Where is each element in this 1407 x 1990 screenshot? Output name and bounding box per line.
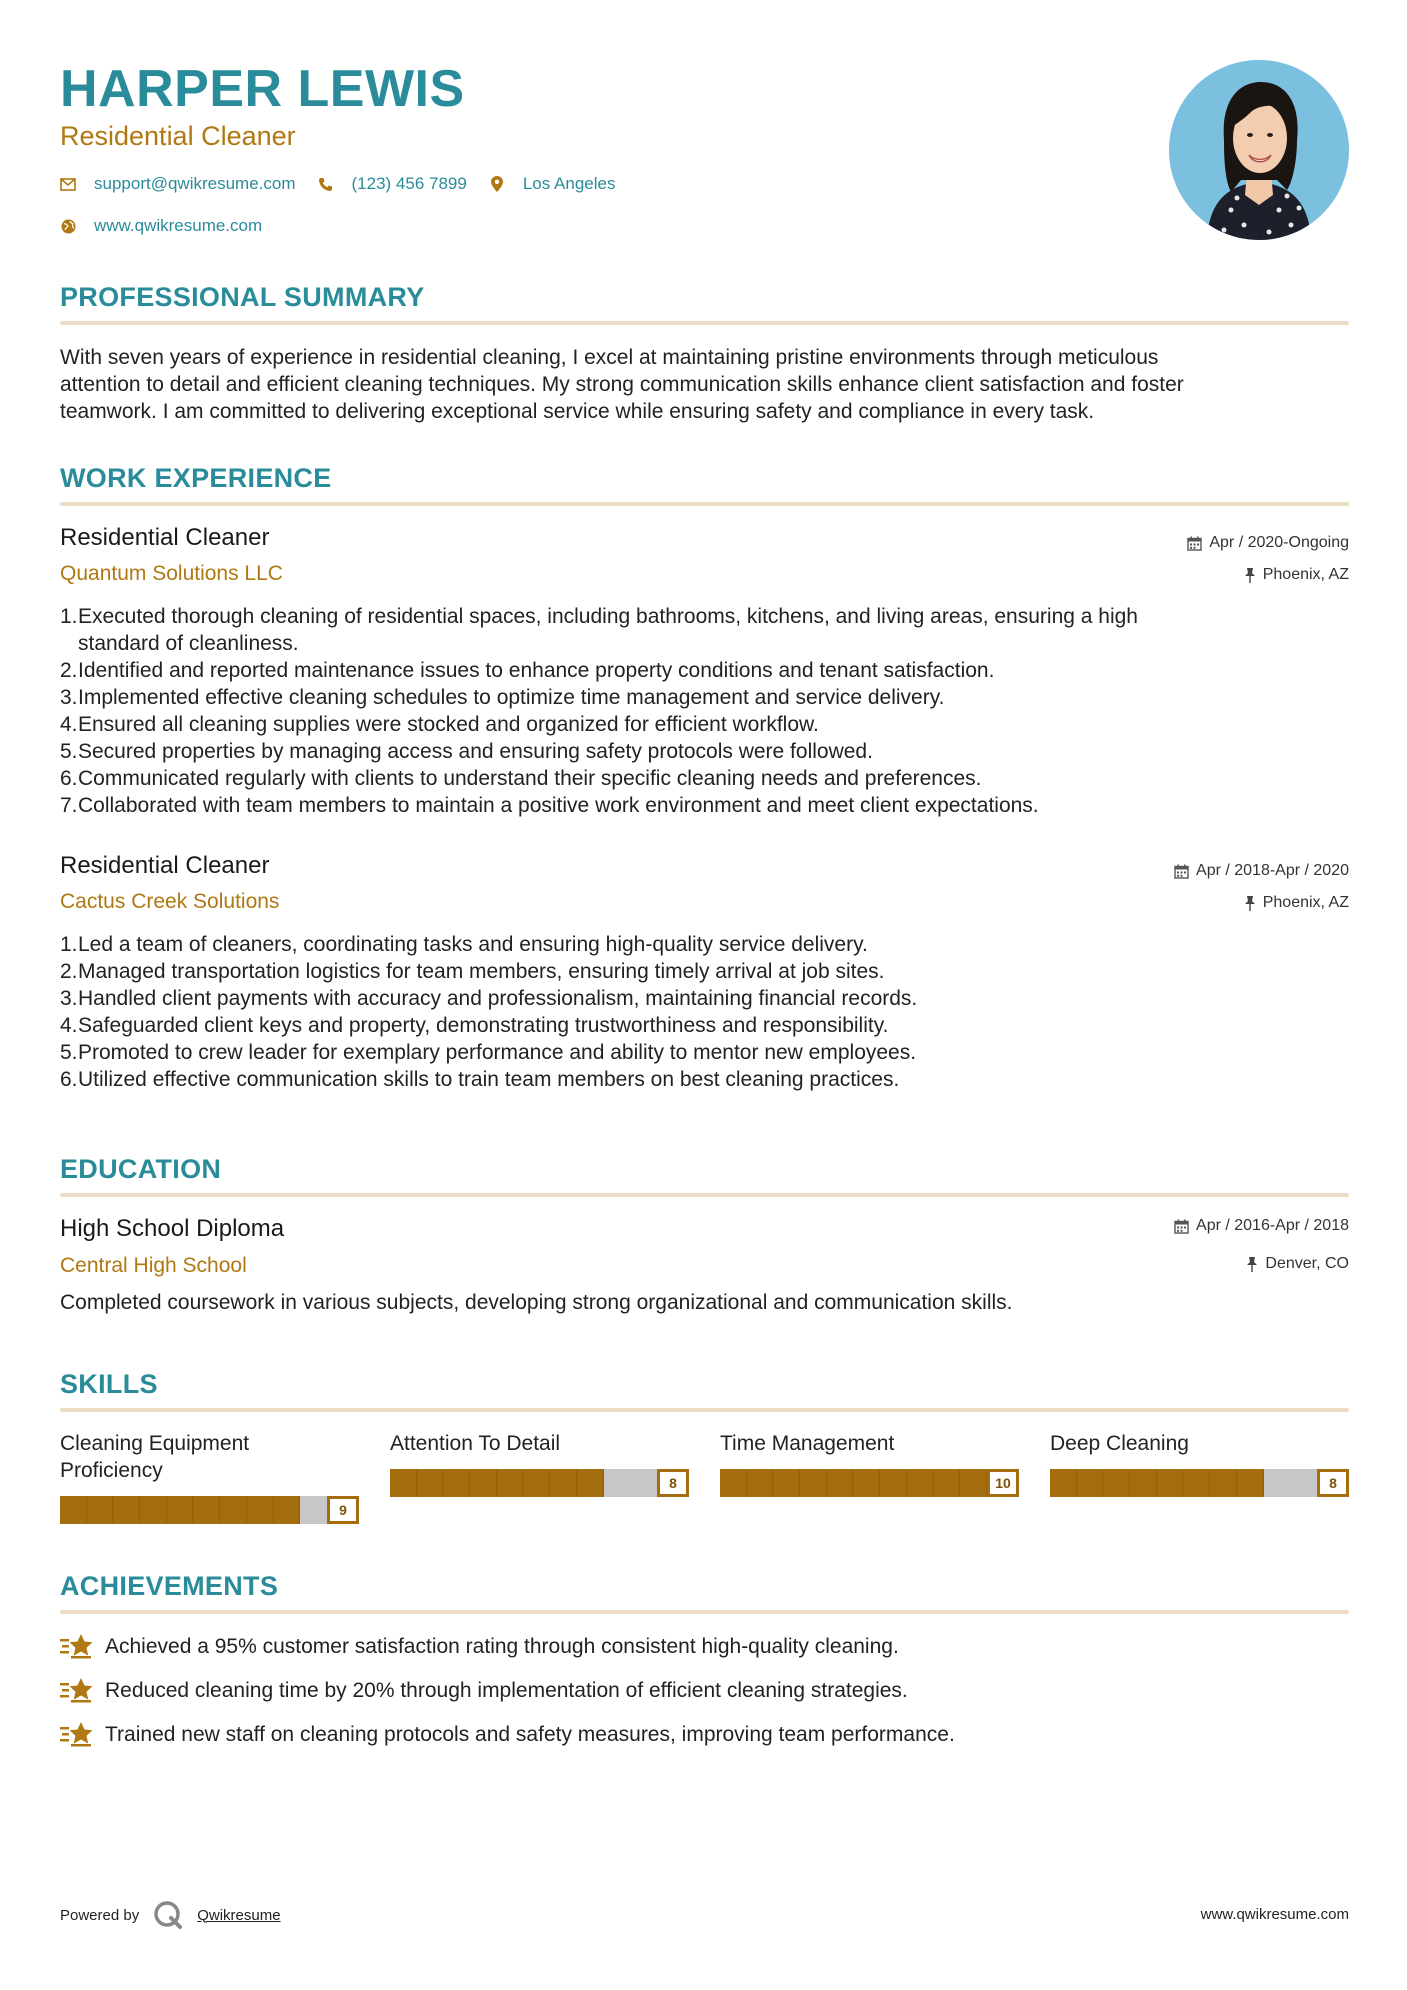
section-title-skills: SKILLS [60,1369,158,1399]
job-location [1244,565,1349,585]
section-divider [60,1408,1349,1412]
calendar-icon [1174,1219,1189,1234]
pushpin-icon [1244,568,1256,583]
skill-bar-filled-segment [1237,1469,1264,1497]
job-dates [1187,533,1349,553]
skill-bar-filled-segment [934,1469,961,1497]
skill-bar-filled-segment [1210,1469,1237,1497]
skill-bar-filled-segment [577,1469,604,1497]
envelope-icon [60,176,76,192]
candidate-name: HARPER LEWIS [60,60,465,118]
skill-bar-filled-segment [497,1469,524,1497]
school-name: Central High School [60,1254,247,1277]
skill-label: Time Management [720,1432,895,1455]
section-title-experience: WORK EXPERIENCE [60,463,332,493]
list-item: 5. Secured properties by managing access and ensuring safety protocols were followed. [60,740,873,763]
calendar-icon [1187,536,1202,551]
summary-text [60,344,1349,425]
list-item: 3. Implemented effective cleaning schedules to optimize time management and service delivery. [60,686,945,709]
location-text: Los Angeles [522,174,616,193]
phone-icon [318,176,334,192]
skill-bar-filled-segment [140,1496,167,1524]
degree-title: High School Diploma [60,1215,285,1242]
skill-bar-filled-segment [1157,1469,1184,1497]
achievement-text: Trained new staff on cleaning protocols and safety measures, improving team performance. [105,1722,955,1746]
skill-bar-empty-segment [604,1469,631,1497]
skill-bar-filled-segment [960,1469,987,1497]
summary-line: teamwork. I am committed to delivering exceptional service while ensuring safety and compliance in every task. [60,400,1095,423]
company-name: Cactus Creek Solutions [60,890,280,913]
section-divider [60,321,1349,325]
skill-bar-filled-segment [1077,1469,1104,1497]
skill-bar-empty-segment [300,1496,327,1524]
skill-bar [60,1496,359,1524]
achievement-text: Reduced cleaning time by 20% through implementation of efficient cleaning strategies. [105,1678,908,1702]
website-link[interactable]: www.qwikresume.com [94,216,263,235]
achievement-text: Achieved a 95% customer satisfaction rating through consistent high-quality cleaning. [105,1634,899,1658]
section-divider [60,1193,1349,1197]
list-item: 6. Utilized effective communication skills to train team members on best cleaning practices. [60,1068,900,1091]
skill-bar-filled-segment [880,1469,907,1497]
job-location-text: Phoenix, AZ [1262,894,1349,911]
candidate-role: Residential Cleaner [60,121,296,151]
phone-text[interactable]: (123) 456 7899 [351,174,467,193]
star-award-icon [60,1632,94,1660]
skill-bar-filled-segment [167,1496,194,1524]
skill-bar-filled-segment [113,1496,140,1524]
contact-row-1 [60,173,637,195]
job-bullets [60,603,1349,819]
section-title-summary: PROFESSIONAL SUMMARY [60,282,425,312]
achievement-item [60,1720,955,1748]
list-item: 6. Communicated regularly with clients to understand their specific cleaning needs and preferences. [60,767,982,790]
skill-bar-filled-segment [523,1469,550,1497]
skill-bar [390,1469,689,1497]
skill-bar-filled-segment [747,1469,774,1497]
section-divider [60,502,1349,506]
skill-score-badge: 9 [327,1496,359,1524]
achievement-item [60,1632,899,1660]
list-item: 4. Ensured all cleaning supplies were stocked and organized for efficient workflow. [60,713,819,736]
list-item: 4. Safeguarded client keys and property, demonstrating trustworthiness and responsibility. [60,1014,889,1037]
list-item: 5. Promoted to crew leader for exemplary performance and ability to mentor new employees. [60,1041,917,1064]
section-title-achievements: ACHIEVEMENTS [60,1571,279,1601]
skill-bar-filled-segment [853,1469,880,1497]
skill-label: Deep Cleaning [1050,1432,1189,1455]
education-dates [1174,1216,1349,1236]
powered-by-label: Powered by [60,1906,140,1924]
list-item: 2. Identified and reported maintenance issues to enhance property conditions and tenant satisfaction. [60,659,995,682]
skill-bar-empty-segment [1264,1469,1291,1497]
summary-line: attention to detail and efficient cleaning techniques. My strong communication skills enhance client satisfaction and foster [60,373,1184,396]
skill-score-badge: 8 [1317,1469,1349,1497]
globe-icon [60,218,76,234]
job-location-text: Phoenix, AZ [1262,566,1349,583]
skill-bar-filled-segment [1130,1469,1157,1497]
calendar-icon [1174,864,1189,879]
skill-bar-filled-segment [827,1469,854,1497]
education-location [1246,1254,1349,1274]
education-dates-text: Apr / 2016-Apr / 2018 [1196,1217,1349,1234]
skill-bar-filled-segment [193,1496,220,1524]
list-item: 1. Led a team of cleaners, coordinating tasks and ensuring high-quality service delivery. [60,933,868,956]
footer-powered-by [60,1900,281,1930]
skill-bar-filled-segment [1183,1469,1210,1497]
skill-bar-filled-segment [720,1469,747,1497]
skill-bar-filled-segment [443,1469,470,1497]
star-award-icon [60,1676,94,1704]
achievement-item [60,1676,908,1704]
skill-bar-filled-segment [550,1469,577,1497]
skill-label: Cleaning Equipment Proficiency [60,1432,250,1482]
job-dates [1174,861,1349,881]
job-title: Residential Cleaner [60,524,270,551]
education-description: Completed coursework in various subjects, developing strong organizational and communication skills. [60,1291,1013,1314]
skill-bar-filled-segment [1050,1469,1077,1497]
qwikresume-link[interactable]: Qwikresume [197,1906,281,1924]
footer-website[interactable]: www.qwikresume.com [1200,1906,1349,1923]
profile-photo [1169,60,1349,240]
skill-bar-filled-segment [390,1469,417,1497]
pushpin-icon [1246,1257,1258,1272]
contact-row-2 [60,215,284,237]
skill-bar-filled-segment [60,1496,87,1524]
company-name: Quantum Solutions LLC [60,562,283,585]
list-item: 1. Executed thorough cleaning of residential spaces, including bathrooms, kitchens, and living areas, ensuring a high standard of cleanliness. [60,605,1138,655]
skill-bar-filled-segment [220,1496,247,1524]
star-award-icon [60,1720,94,1748]
skill-score-badge: 10 [987,1469,1019,1497]
skill-bar-filled-segment [773,1469,800,1497]
list-item: 2. Managed transportation logistics for team members, ensuring timely arrival at job sites. [60,960,885,983]
skill-bar-filled-segment [247,1496,274,1524]
job-dates-text: Apr / 2020-Ongoing [1209,534,1349,551]
skill-bar [720,1469,1019,1497]
education-location-text: Denver, CO [1265,1255,1349,1272]
skill-bar-empty-segment [1290,1469,1317,1497]
pushpin-icon [1244,896,1256,911]
skill-bar [1050,1469,1349,1497]
section-title-education: EDUCATION [60,1154,222,1184]
map-pin-icon [489,176,505,192]
skill-bar-filled-segment [87,1496,114,1524]
job-location [1244,893,1349,913]
skill-bar-empty-segment [630,1469,657,1497]
skill-bar-filled-segment [1103,1469,1130,1497]
skill-bar-filled-segment [800,1469,827,1497]
job-title: Residential Cleaner [60,852,270,879]
job-dates-text: Apr / 2018-Apr / 2020 [1196,862,1349,879]
skill-bar-filled-segment [417,1469,444,1497]
job-bullets [60,931,1349,1093]
skill-score-badge: 8 [657,1469,689,1497]
list-item: 7. Collaborated with team members to maintain a positive work environment and meet client expectations. [60,794,1039,817]
skill-bar-filled-segment [907,1469,934,1497]
skill-bar-filled-segment [274,1496,301,1524]
summary-line: With seven years of experience in residential cleaning, I excel at maintaining pristine environments through meticulous [60,346,1159,369]
email-link[interactable]: support@qwikresume.com [94,174,296,193]
qwikresume-logo-icon [153,1900,183,1930]
skill-label: Attention To Detail [390,1432,561,1455]
skill-bar-filled-segment [470,1469,497,1497]
list-item: 3. Handled client payments with accuracy and professionalism, maintaining financial records. [60,987,918,1010]
section-divider [60,1610,1349,1614]
